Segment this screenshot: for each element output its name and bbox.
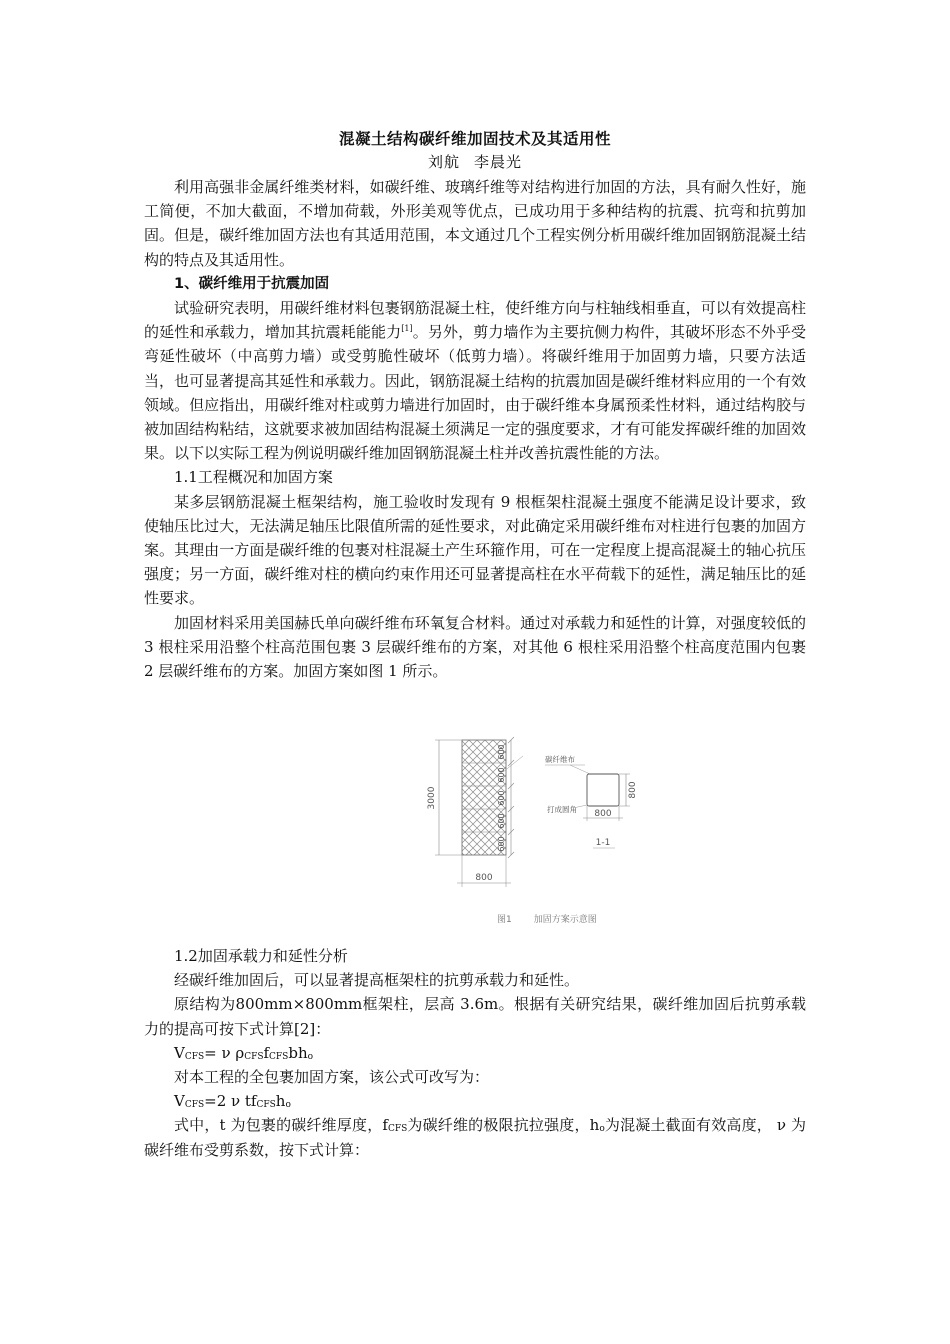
subsection-heading: 1.1工程概况和加固方案 xyxy=(174,468,333,487)
cfrp-label: 碳纤维布 xyxy=(545,755,575,764)
segment-dimension-label: 600 xyxy=(497,744,506,760)
height-dimension-label: 3000 xyxy=(427,786,437,810)
segment-dimension-label: 600 xyxy=(497,767,506,783)
figure-drawing xyxy=(425,732,655,912)
page-title: 混凝土结构碳纤维加固技术及其适用性 xyxy=(338,130,611,148)
body-paragraph: 加固材料采用美国赫氏单向碳纤维布环氧复合材料。通过对承载力和延性的计算，对强度较低的 3 根柱采用沿整个柱高范围包裹 3 层碳纤维布的方案，对其他 6 根柱采用沿整个柱高度范围内包裹 2 层碳纤维布的方案。加固方案如图 1 所示。 xyxy=(144,613,806,681)
segment-dimension-label: 600 xyxy=(497,836,506,852)
paragraph-text: 试验研究表明，用碳纤维材料包裹钢筋混凝土柱，使纤维方向与柱轴线相垂直，可以有效提高柱的延性和承载力，增加其抗震耗能能力 xyxy=(144,299,806,342)
segment-dimension-label: 600 xyxy=(497,813,506,829)
caption-text: 加固方案示意图 xyxy=(533,915,597,925)
subsection-heading: 1.2加固承载力和延性分析 xyxy=(174,947,348,965)
chamfer-label: 打成圆角 xyxy=(547,805,577,814)
body-paragraph xyxy=(144,296,806,465)
reference-marker: [1] xyxy=(401,324,413,334)
body-paragraph: 式中，t 为包裹的碳纤维厚度，$f_{CFS}$为碳纤维的极限抗拉强度，$h_o$为混凝土截面有效高度， ν 为碳纤维布受剪系数，按下式计算： xyxy=(144,1116,806,1159)
body-top xyxy=(144,175,806,683)
authors-line xyxy=(0,151,950,172)
shear-formula: $V_{CFS}= \nu$ $\rho_{CFS}f_{CFS}bh_o$ xyxy=(174,1043,314,1062)
figure-caption xyxy=(497,912,597,925)
body-paragraph: 对本工程的全包裹加固方案，该公式可改写为： xyxy=(174,1068,490,1087)
segment-dimension-label: 600 xyxy=(497,790,506,806)
width-dimension-label: 800 xyxy=(475,873,493,883)
body-paragraph: 原结构为800mm×800mm框架柱，层高 3.6m。根据有关研究结果，碳纤维加固后抗剪承载力的提高可按下式计算[2]： xyxy=(144,995,806,1038)
author-name: 刘航 xyxy=(427,153,460,171)
body-paragraph: 经碳纤维加固后，可以显著提高框架柱的抗剪承载力和延性。 xyxy=(174,971,580,990)
caption-number: 图1 xyxy=(497,915,512,925)
rewritten-formula: $V_{CFS}=2$ ν $tf_{CFS}h_o$ xyxy=(174,1092,291,1111)
section-width-label: 800 xyxy=(594,809,612,819)
author-name: 李晨光 xyxy=(474,153,523,171)
section-height-label: 800 xyxy=(628,781,638,799)
abstract-paragraph: 利用高强非金属纤维类材料，如碳纤维、玻璃纤维等对结构进行加固的方法，具有耐久性好，施工简便，不加大截面，不增加荷载，外形美观等优点，已成功用于多种结构的抗震、抗弯和抗剪加固。但是，碳纤维加固方法也有其适用范围，本文通过几个工程实例分析用碳纤维加固钢筋混凝土结构的特点及其适用性。 xyxy=(144,178,806,269)
paragraph-text: 。另外，剪力墙作为主要抗侧力构件，其破坏形态不外乎受弯延性破坏（中高剪力墙）或受剪脆性破坏（低剪力墙）。将碳纤维用于加固剪力墙，只要方法适当，也可显著提高其延性和承载力。因此，钢筋混凝土结构的抗震加固是碳纤维材料应用的一个有效领域。但应指出，用碳纤维对柱或剪力墙进行加固时，由于碳纤维本身属预柔性材料，通过结构胶与被加固结构粘结，这就要求被加固结构混凝土须满足一定的强度要求，才有可能发挥碳纤维的加固效果。以下以实际工程为例说明碳纤维加固钢筋混凝土柱并改善抗震性能的方法。 xyxy=(144,323,806,463)
body-paragraph: 某多层钢筋混凝土框架结构，施工验收时发现有 9 根框架柱混凝土强度不能满足设计要求，致使轴压比过大，无法满足轴压比限值所需的延性要求，对此确定采用碳纤维布对柱进行包裹的加固方案。其理由一方面是碳纤维的包裹对柱混凝土产生环箍作用，可在一定程度上提高混凝土的轴心抗压强度；另一方面，碳纤维对柱的横向约束作用还可显著提高柱在水平荷载下的延性，满足轴压比的延性要求。 xyxy=(144,492,806,608)
section-label: 1-1 xyxy=(595,838,611,848)
body-bottom xyxy=(144,944,806,1162)
section-heading: 1、碳纤维用于抗震加固 xyxy=(174,275,330,292)
cross-section xyxy=(587,774,619,806)
reinforcement-figure xyxy=(425,732,655,932)
